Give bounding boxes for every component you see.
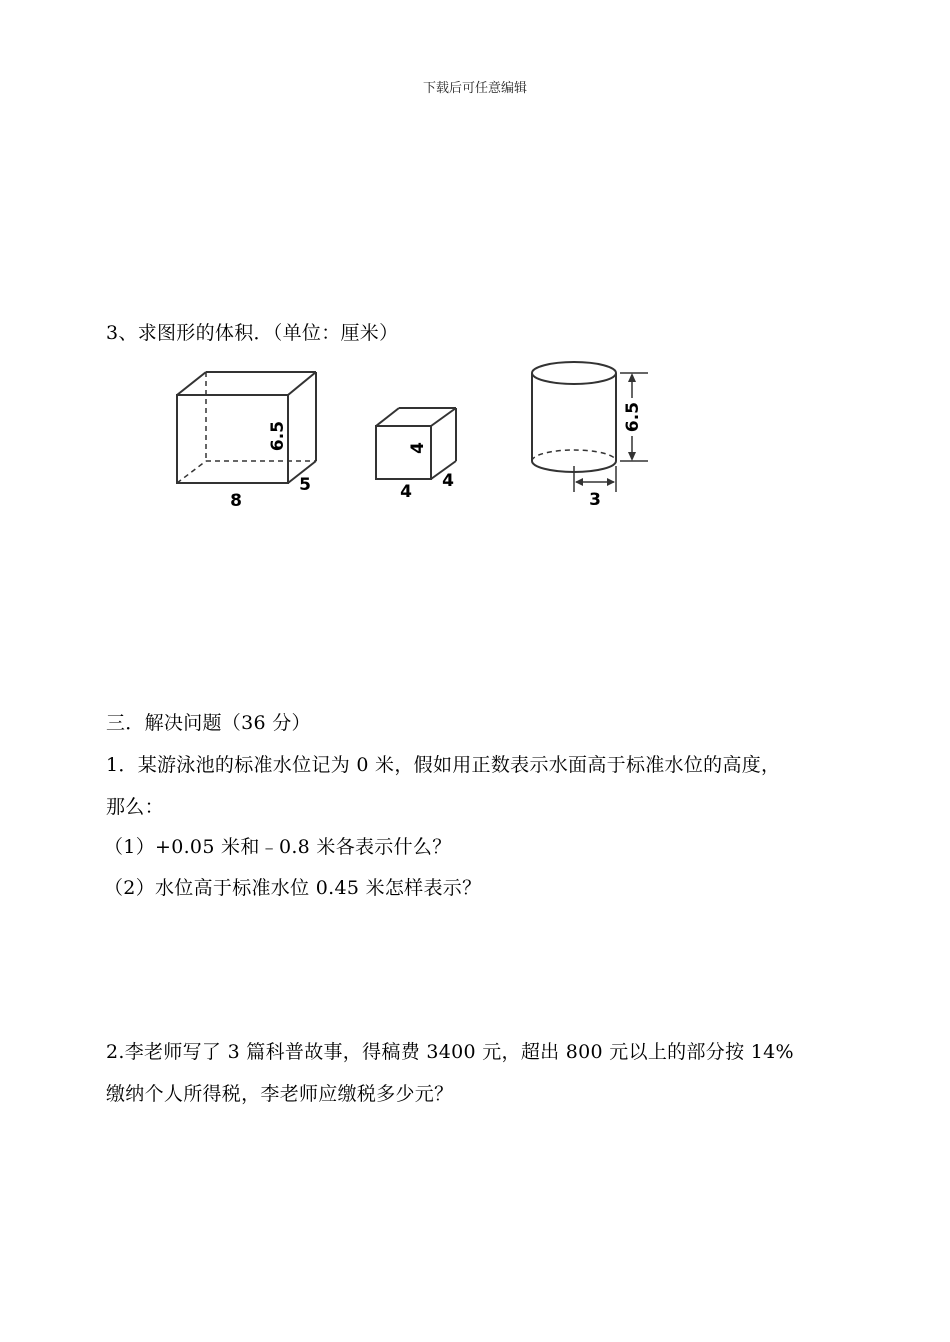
- cylinder-height-label: 6.5: [623, 401, 643, 433]
- cube-length-label: 4: [400, 482, 412, 502]
- cylinder-top: [532, 362, 616, 384]
- arrow-head: [628, 373, 636, 382]
- q2-line2: 缴纳个人所得税，李老师应缴税多少元？: [106, 1083, 454, 1105]
- cuboid-edge: [177, 372, 206, 395]
- cuboid-edge: [288, 372, 316, 395]
- part3-title: 三．解决问题（36 分）: [106, 712, 311, 734]
- cylinder-diameter-label: 3: [589, 490, 601, 510]
- q2-line1: 2.李老师写了 3 篇科普故事，得稿费 3400 元，超出 800 元以上的部分按 14%: [106, 1041, 794, 1063]
- cuboid-width-label: 5: [299, 475, 311, 495]
- arrow-head: [607, 478, 615, 486]
- page-header: 下载后可任意编辑: [422, 81, 527, 96]
- question-3: 3、求图形的体积．（单位：厘米）: [106, 322, 399, 344]
- cube-width-label: 4: [442, 471, 454, 491]
- cylinder-bottom-hidden: [532, 450, 616, 461]
- cube-height-label: 4: [408, 442, 428, 454]
- cuboid-height-label: 6.5: [268, 420, 288, 452]
- cube-edge: [376, 408, 399, 426]
- q1-line1: 1．某游泳池的标准水位记为 0 米，假如用正数表示水面高于标准水位的高度，: [106, 754, 781, 776]
- cuboid-length-label: 8: [230, 491, 242, 511]
- q1-line2: 那么：: [106, 796, 164, 818]
- q1-sub2: （2）水位高于标准水位 0.45 米怎样表示？: [104, 877, 482, 899]
- geometry-figures: [0, 0, 950, 520]
- arrow-head: [628, 452, 636, 461]
- cuboid-figure: [177, 372, 316, 483]
- cube-edge: [431, 408, 456, 426]
- cuboid-hidden-edge: [177, 461, 206, 483]
- arrow-head: [575, 478, 583, 486]
- q1-sub1: （1）+0.05 米和﹣0.8 米各表示什么？: [104, 836, 452, 858]
